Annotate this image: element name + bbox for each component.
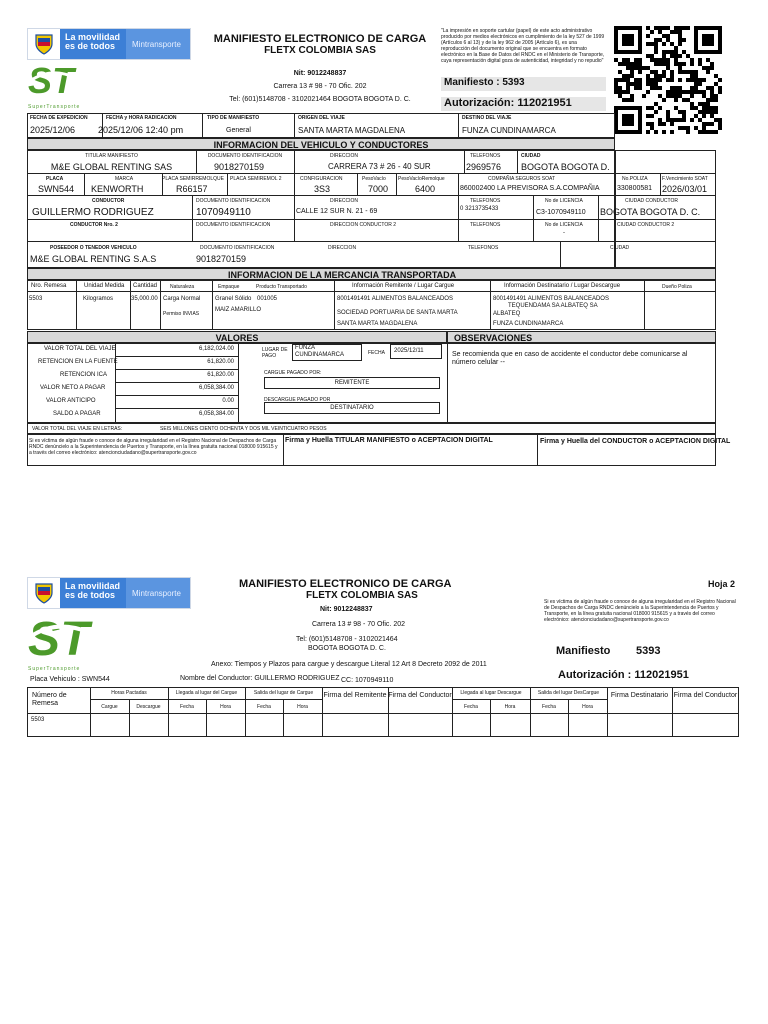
supertransporte-logo-2: ST SuperTransporte [28, 613, 112, 669]
valores-band [27, 331, 447, 343]
remitente-2: SOCIEDAD PORTUARIA DE SANTA MARTA [337, 310, 458, 316]
hoja-label: Hoja 2 [708, 579, 736, 589]
value-origen: SANTA MARTA MAGDALENA [298, 126, 406, 135]
remitente-1: 8001491491 ALIMENTOS BALANCEADOS [337, 296, 453, 302]
page2-cc: CC: 1070949110 [341, 677, 394, 684]
semi-value: R66157 [176, 184, 208, 194]
poliza-value: 330800581 [617, 185, 653, 192]
page2-fraud-note: Si es víctima de algún fraude o conoce de alguna irregularidad en el Registro Nacional de Despachos de Carga RNDC denúncielo a la Superintendencia de Puertos y Transporte, en la línea gratuita nacional 018000 915615 y a través del correo electrónico: atencionciudadano@supertransporte.gov.co [544, 599, 736, 623]
movilidad-label: La movilidad es de todos [60, 29, 126, 59]
page2-placa: Placa Vehiculo : SWN544 [30, 676, 110, 683]
svg-text:ST: ST [28, 63, 75, 99]
manifiesto-number: Manifiesto : 5393 [441, 77, 606, 91]
valores-value: 0.00 [222, 398, 234, 404]
supertransporte-logo: ST SuperTransporte [28, 63, 94, 105]
value-fecha-rad: 2025/12/06 12:40 pm [98, 125, 184, 135]
value-fecha-exp: 2025/12/06 [30, 125, 76, 135]
autorizacion-number: Autorización: 112021951 [441, 97, 606, 111]
page2-city: BOGOTA BOGOTA D. C. [308, 645, 386, 652]
gov-banner [27, 28, 191, 60]
cargo-section-band [27, 268, 716, 280]
titular-ciudad: BOGOTA BOGOTA D. [521, 162, 610, 172]
valores-label: SALDO A PAGAR [53, 411, 101, 417]
seguro-value: 860002400 LA PREVISORA S.A.COMPAÑIA [460, 185, 600, 192]
cargo-permiso: Permiso INVIAS [163, 311, 200, 317]
page2-manifiesto-label: Manifiesto [556, 645, 611, 657]
vehicle-section-band [27, 138, 615, 150]
cargo-producto: MAIZ AMARILLO [215, 307, 262, 313]
poseedor-doc: 9018270159 [196, 254, 247, 264]
gov-banner-2: La movilidad es de todos Mintransporte [27, 577, 191, 609]
col-remesa: Número de Remesa [32, 692, 67, 707]
conductor-lic: C3-1070949110 [536, 209, 586, 216]
page2-nit: Nit: 9012248837 [320, 606, 373, 613]
cargue-pagado: REMITENTE [264, 377, 440, 389]
conductor-dir: CALLE 12 SUR N. 21 - 69 [296, 208, 378, 215]
value-destino: FUNZA CUNDINAMARCA [462, 126, 556, 135]
destinatario-2: TEQUENDAMA SA ALBATEQ SA [508, 303, 598, 309]
label-fecha-rad: FECHA y HORA RADICACION [106, 115, 177, 121]
cargo-producto-code: 001005 [257, 296, 278, 302]
nit: Nit: 9012248837 [293, 70, 347, 77]
label-origen: ORIGEN DEL VIAJE [298, 115, 345, 121]
page2-manifiesto: 5393 [636, 645, 661, 657]
titular-doc: 9018270159 [214, 162, 265, 172]
legal-note: "La impresión en soporte cartular (papel) de este acto administrativo producido por medios electrónicos en cumplimiento de la ley 527 de 1999 (Artículos 6 al 13) y de la ley 962 de 2005 (Artículo 6), es una reproducción del documento original que se encuentra en formato electrónico en la Base de Datos del RNDC en el Ministerio de Transporte, cuya representación digital goza de autenticidad, integridad y no repudio" [441, 28, 605, 64]
valores-value: 61,820.00 [207, 372, 234, 378]
descargue-pagado: DESTINATARIO [264, 402, 440, 414]
cargo-section-title: INFORMACION DE LA MERCANCIA TRANSPORTADA [228, 270, 457, 280]
peso-value: 7000 [368, 184, 389, 194]
ministry-label: Mintransporte [126, 29, 190, 59]
observaciones-title: OBSERVACIONES [454, 333, 533, 343]
page2-title: MANIFIESTO ELECTRONICO DE CARGA [239, 578, 452, 590]
titular-tel: 2969576 [466, 162, 502, 172]
page2-row-remesa: 5503 [31, 717, 45, 723]
marca-value: KENWORTH [91, 184, 144, 194]
conductor-tel: 0 3213735433 [460, 206, 499, 212]
destinatario-4: FUNZA CUNDINAMARCA [493, 321, 564, 327]
valores-label: VALOR ANTICIPO [46, 398, 96, 404]
coat-of-arms-icon [28, 578, 60, 608]
fraud-note: Si es víctima de algún fraude o conoce de alguna irregularidad en el Registro Nacional de Despachos de Carga RNDC denúncielo a la Superintendencia de Puertos y Transporte, en la línea gratuita nacional 018000 915615 y a través del correo electrónico: atencionciudadano@supertransporte.gov.co [29, 438, 278, 456]
cargo-naturaleza: Carga Normal [163, 296, 201, 302]
lugar-pago: FUNZA CUNDINAMARCA [292, 344, 362, 361]
valores-label: VALOR NETO A PAGAR [40, 385, 106, 391]
doc-title: MANIFIESTO ELECTRONICO DE CARGA [213, 33, 427, 45]
firma-titular: Firma y Huella TITULAR MANIFIESTO o ACEPTACION DIGITAL [285, 437, 493, 444]
page2-conductor: Nombre del Conductor: GUILLERMO RODRIGUEZ [180, 675, 340, 682]
destinatario-1: 8001491491 ALIMENTOS BALANCEADOS [493, 296, 609, 302]
valores-label: VALOR TOTAL DEL VIAJE [44, 346, 116, 352]
remitente-3: SANTA MARTA MAGDALENA [337, 321, 418, 327]
valores-value: 6,058,384.00 [198, 411, 234, 417]
cargo-cantidad: 35,000.00 [131, 296, 158, 302]
observaciones-text: Se recomienda que en caso de accidente el conductor debe comunicarse al número celular -- [452, 351, 688, 366]
conductor-value: GUILLERMO RODRIGUEZ [32, 207, 154, 218]
valores-label: RETENCION EN LA FUENTE [38, 359, 118, 365]
firma-conductor: Firma y Huella del CONDUCTOR o ACEPTACION DIGITAL [540, 438, 731, 445]
valores-label: RETENCION ICA [60, 372, 108, 378]
page2-company: FLETX COLOMBIA SAS [306, 590, 418, 601]
page2-anexo: Anexo: Tiempos y Plazos para cargue y descargue Literal 12 Art 8 Decreto 2092 de 2011 [211, 661, 487, 668]
placa-value: SWN544 [38, 184, 75, 194]
label-fecha-exp: FECHA DE EXPEDICION [30, 115, 88, 121]
config-value: 3S3 [314, 184, 331, 194]
letras-value: SEIS MILLONES CIENTO OCHENTA Y DOS MIL VEINTICUATRO PESOS [160, 426, 327, 432]
phones: Tel: (601)5148708 - 3102021464 BOGOTA BOGOTA D. C. [229, 96, 411, 103]
fecha-pago: 2025/12/11 [390, 344, 442, 359]
venc-value: 2026/03/01 [662, 184, 708, 194]
page2-address: Carrera 13 # 98 - 70 Ofic. 202 [312, 621, 405, 628]
observaciones-band [447, 331, 716, 343]
cargo-empaque: Granel Sólido [215, 296, 252, 302]
destinatario-3: ALBATEQ [493, 311, 521, 317]
company-name: FLETX COLOMBIA SAS [264, 45, 376, 56]
valores-value: 6,058,384.00 [198, 385, 234, 391]
valores-value: 61,820.00 [207, 359, 234, 365]
address: Carrera 13 # 98 - 70 Ofic. 202 [273, 83, 367, 90]
qr-code [614, 26, 722, 134]
titular-value: M&E GLOBAL RENTING SAS [50, 162, 173, 172]
letras-row [27, 423, 716, 434]
conductor-doc: 1070949110 [196, 207, 251, 218]
valores-title: VALORES [215, 333, 259, 343]
page2-autorizacion: Autorización : 112021951 [558, 669, 689, 681]
poseedor-value: M&E GLOBAL RENTING S.A.S [30, 254, 157, 264]
pesorem-value: 6400 [415, 184, 436, 194]
label-destino: DESTINO DEL VIAJE [462, 115, 512, 121]
conductor-ciudad: BOGOTA BOGOTA D. C. [600, 207, 701, 217]
vehicle-section-title: INFORMACION DEL VEHICULO Y CONDUCTORES [213, 140, 429, 150]
svg-text:ST: ST [28, 613, 90, 661]
cargo-unidad: Kilogramos [83, 296, 114, 302]
valores-value: 6,182,024.00 [198, 346, 234, 352]
coat-of-arms-icon [28, 29, 60, 59]
titular-dir: CARRERA 73 # 26 - 40 SUR [328, 162, 431, 171]
label-tipo: TIPO DE MANIFIESTO [207, 115, 260, 121]
page2-tel: Tel: (601)5148708 - 3102021464 [296, 636, 398, 643]
value-tipo: General [226, 127, 251, 134]
cargo-remesa: 5503 [29, 296, 43, 302]
